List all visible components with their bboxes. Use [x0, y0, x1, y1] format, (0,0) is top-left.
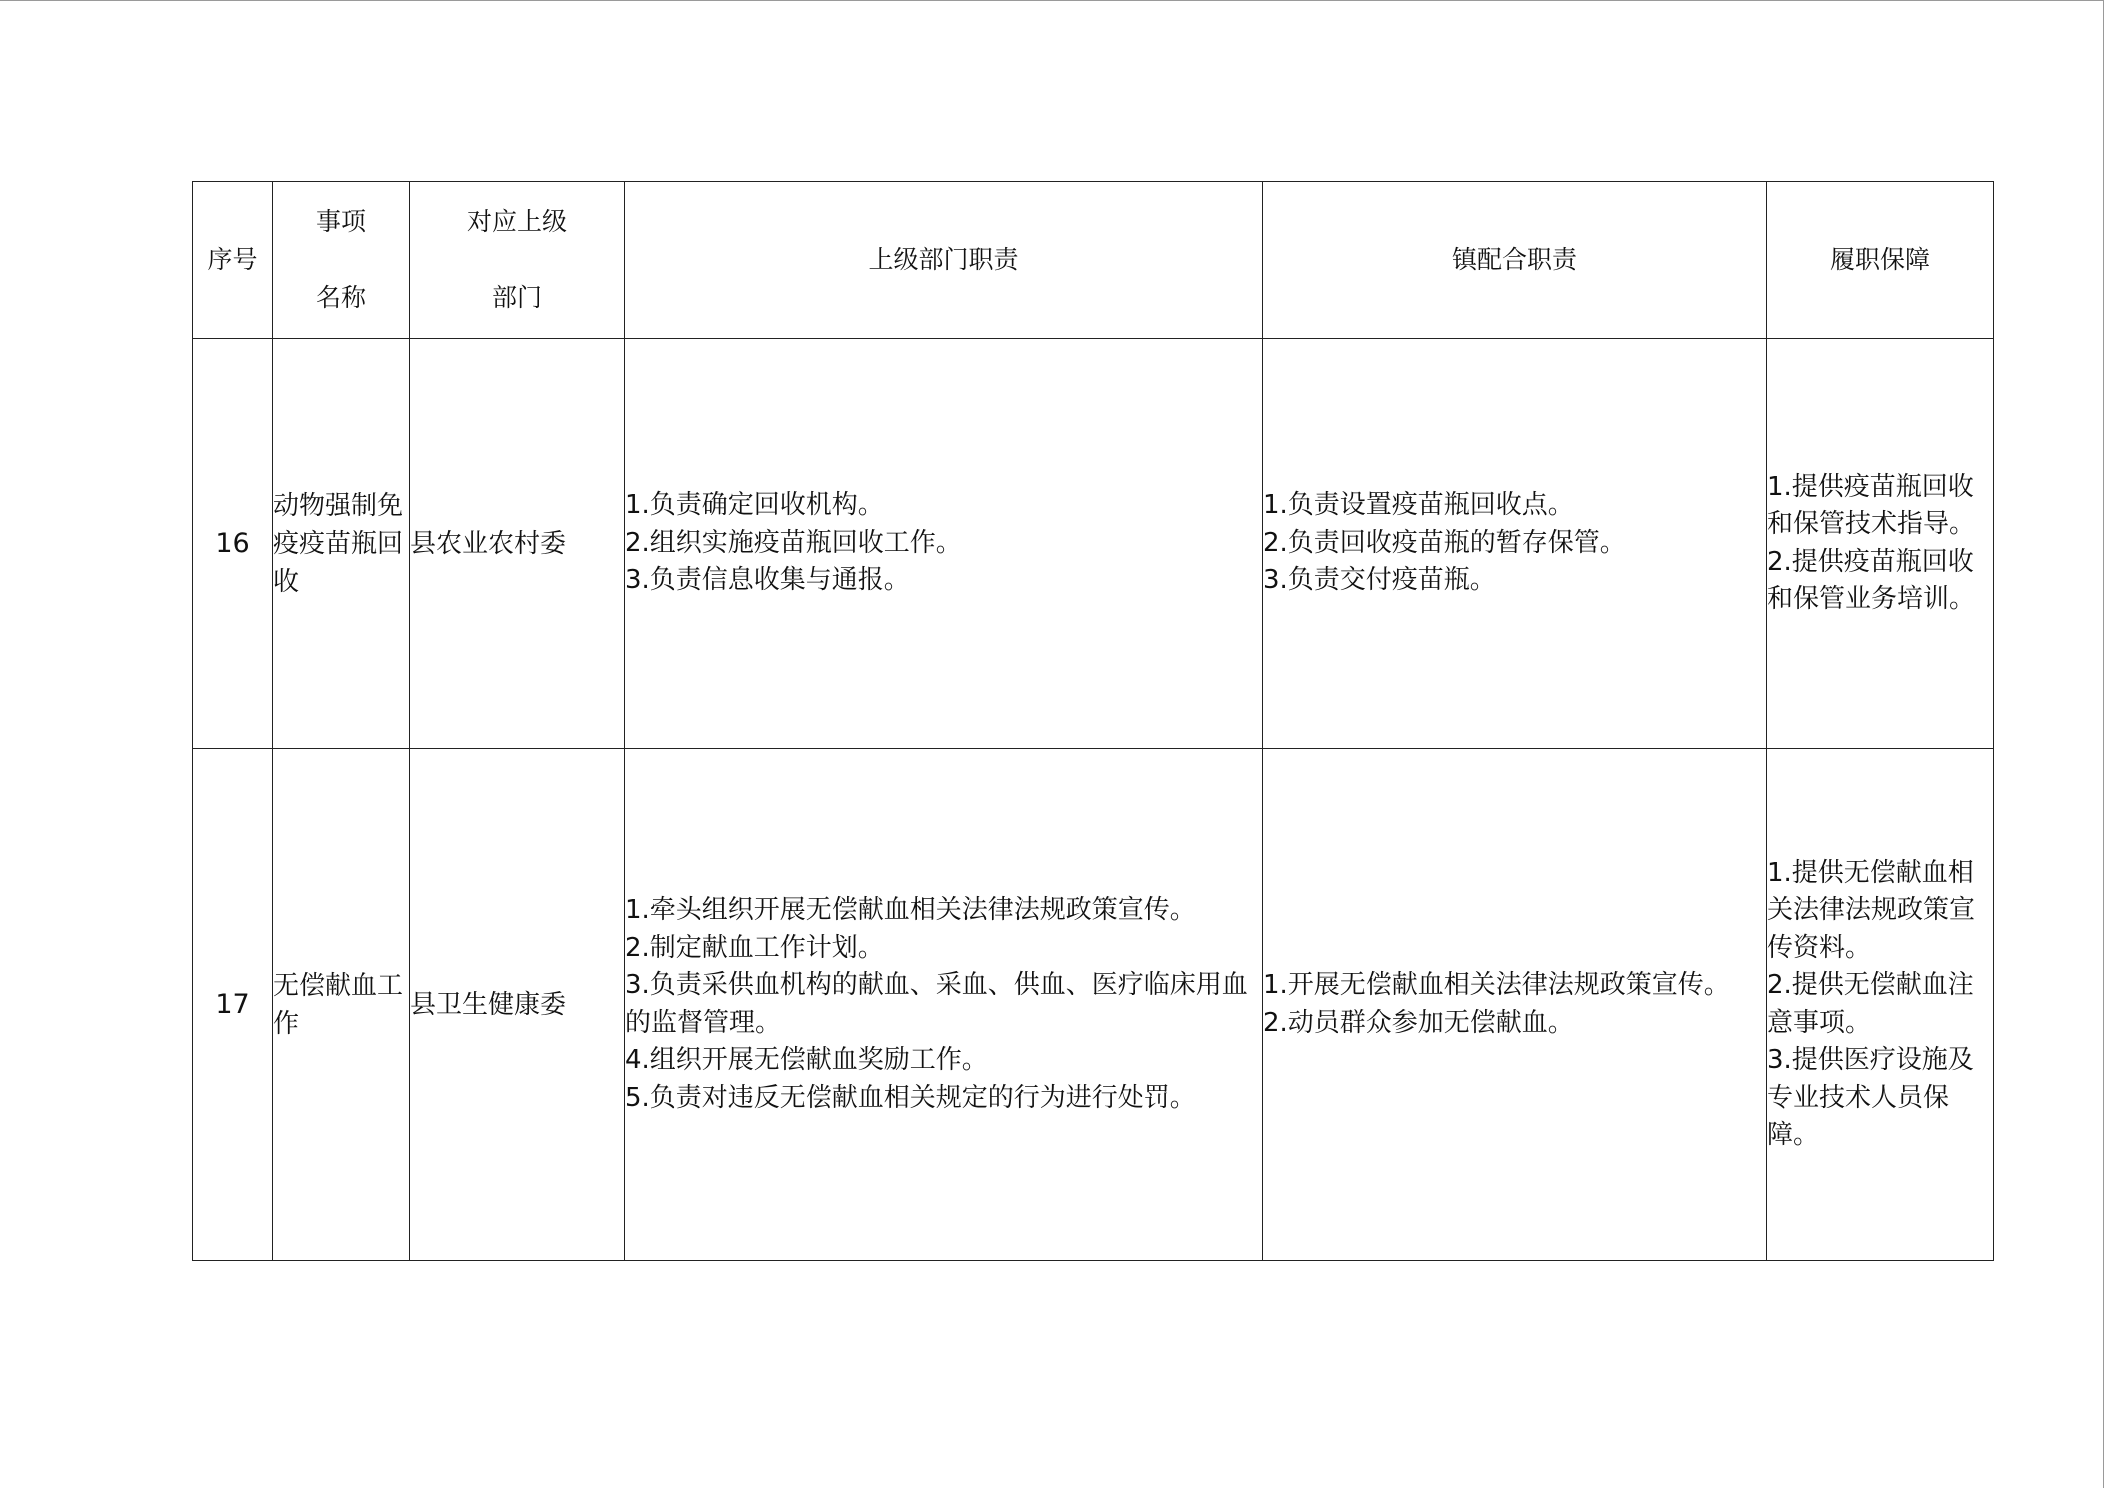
superior-duty-item: 3.负责信息收集与通报。 [625, 565, 910, 596]
superior-duty-item: 1.牵头组织开展无偿献血相关法律法规政策宣传。 [625, 895, 1196, 925]
row-department: 县卫生健康委 [410, 749, 625, 1261]
superior-duty-item: 3.负责采供血机构的献血、采血、供血、医疗临床用血的监督管理。 [625, 970, 1248, 1038]
header-item-name-line2: 名称 [315, 283, 366, 312]
header-town-duties: 镇配合职责 [1263, 182, 1767, 339]
row-guarantee [1767, 339, 1994, 749]
row-seq: 17 [193, 749, 273, 1261]
header-department-line2: 部门 [491, 283, 542, 312]
header-department-line1: 对应上级 [466, 207, 567, 236]
row-superior-duties [625, 749, 1263, 1261]
table-header-row [193, 182, 1994, 339]
row-town-duties [1263, 339, 1767, 749]
town-duty-item: 1.开展无偿献血相关法律法规政策宣传。 [1263, 970, 1730, 1000]
row-department: 县农业农村委 [410, 339, 625, 749]
superior-duty-item: 1.负责确定回收机构。 [625, 490, 884, 521]
guarantee-item: 1.提供疫苗瓶回收和保管技术指导。 [1767, 471, 1976, 539]
duty-table [192, 181, 1994, 1261]
town-duty-item: 3.负责交付疫苗瓶。 [1263, 565, 1496, 596]
guarantee-item: 1.提供无偿献血相关法律法规政策宣传资料。 [1767, 857, 1976, 963]
row-town-duties [1263, 749, 1767, 1261]
superior-duty-item: 4.组织开展无偿献血奖励工作。 [625, 1045, 988, 1075]
guarantee-item: 2.提供无偿献血注意事项。 [1767, 970, 1974, 1038]
guarantee-item: 2.提供疫苗瓶回收和保管业务培训。 [1767, 546, 1976, 614]
header-seq: 序号 [193, 182, 273, 339]
row-item-name: 无偿献血工作 [273, 749, 410, 1261]
table-row [193, 749, 1994, 1261]
row-item-name: 动物强制免疫疫苗瓶回收 [273, 339, 410, 749]
row-guarantee [1767, 749, 1994, 1261]
superior-duty-item: 5.负责对违反无偿献血相关规定的行为进行处罚。 [625, 1082, 1196, 1113]
header-item-name-line1: 事项 [315, 207, 366, 236]
superior-duty-item: 2.制定献血工作计划。 [625, 932, 884, 963]
row-seq: 16 [193, 339, 273, 749]
row-superior-duties [625, 339, 1263, 749]
town-duty-item: 2.负责回收疫苗瓶的暂存保管。 [1263, 527, 1626, 558]
town-duty-item: 2.动员群众参加无偿献血。 [1263, 1007, 1574, 1038]
table-row [193, 339, 1994, 749]
town-duty-item: 1.负责设置疫苗瓶回收点。 [1263, 490, 1574, 521]
header-superior-duties: 上级部门职责 [625, 182, 1263, 339]
header-item-name [273, 182, 410, 339]
header-department [410, 182, 625, 339]
header-guarantee: 履职保障 [1767, 182, 1994, 339]
superior-duty-item: 2.组织实施疫苗瓶回收工作。 [625, 527, 962, 558]
guarantee-item: 3.提供医疗设施及专业技术人员保障。 [1767, 1045, 1974, 1150]
